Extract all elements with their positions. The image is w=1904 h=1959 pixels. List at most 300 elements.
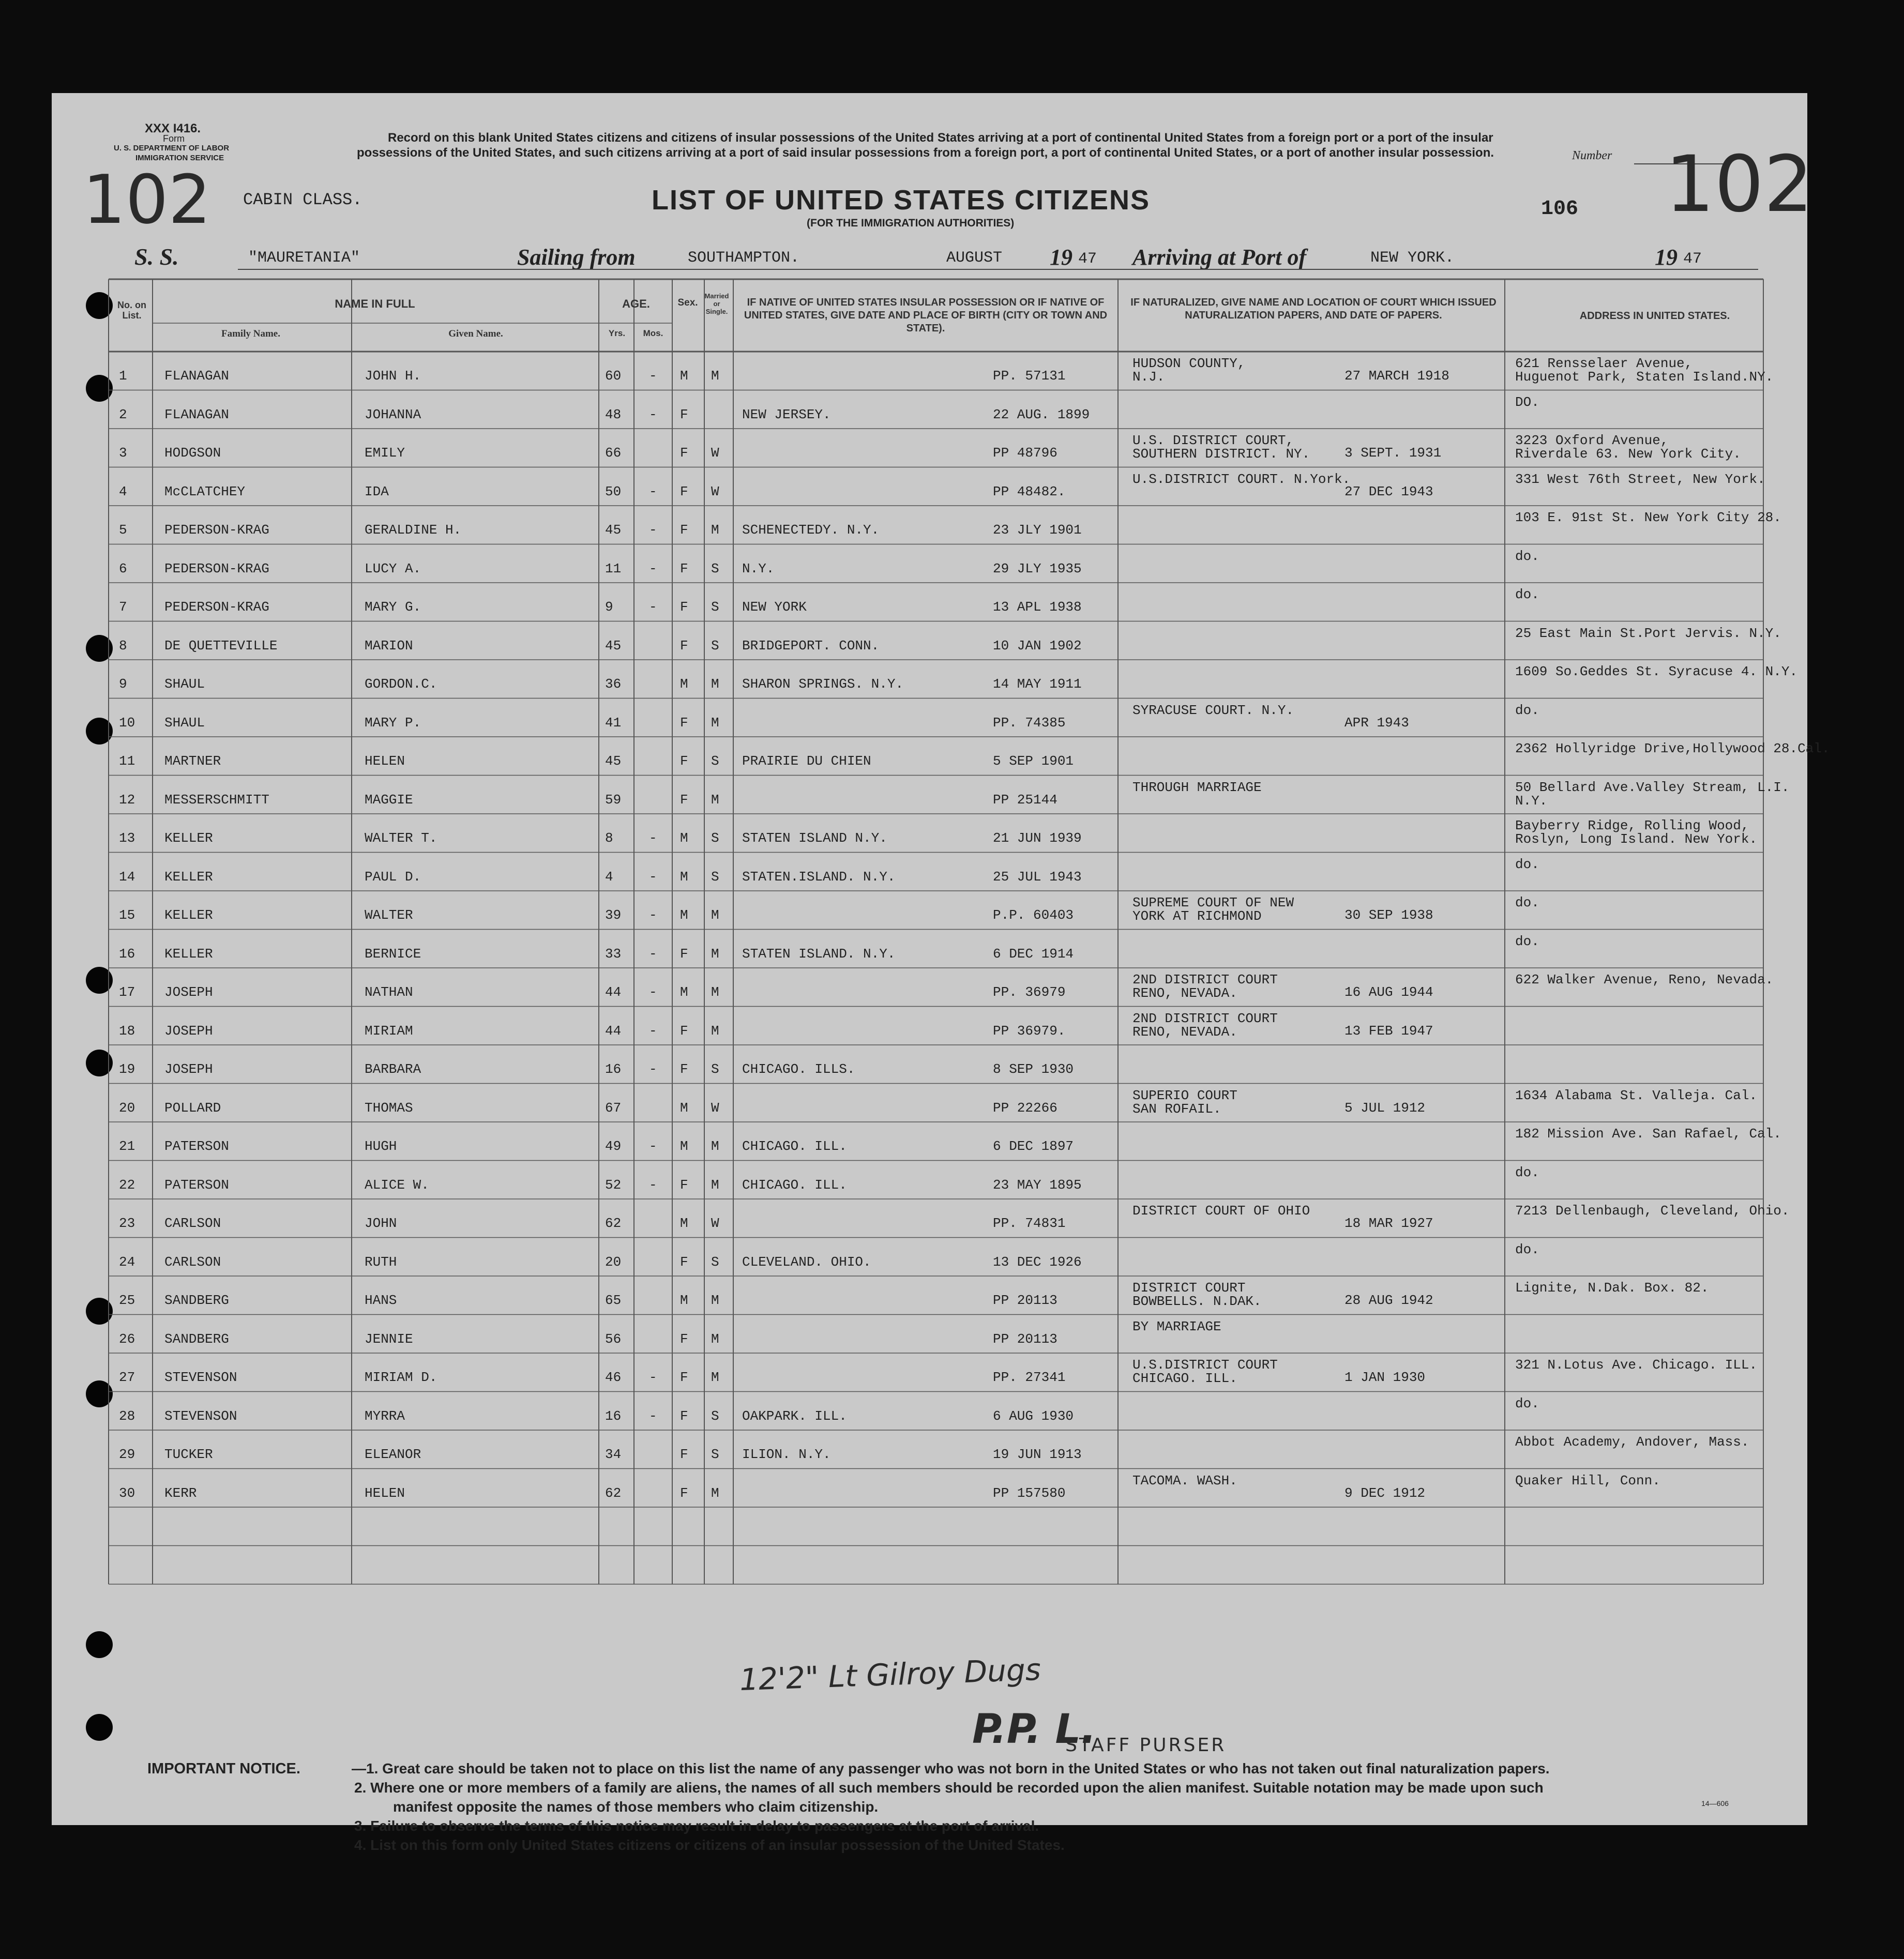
row-number: 16 xyxy=(119,946,135,962)
birth-date: 10 JAN 1902 xyxy=(993,637,1082,654)
age-years: 36 xyxy=(605,676,622,692)
birth-place: CHICAGO. ILL. xyxy=(742,1177,847,1193)
naturalization-date: 13 FEB 1947 xyxy=(1344,1023,1433,1039)
header-address: ADDRESS IN UNITED STATES. xyxy=(1579,310,1730,322)
port-to: NEW YORK. xyxy=(1370,249,1455,267)
address-continued: Roslyn, Long Island. New York. xyxy=(1515,831,1758,847)
given-name: JOHN H. xyxy=(365,368,421,384)
given-name: ALICE W. xyxy=(365,1177,429,1193)
address: do. xyxy=(1515,702,1539,718)
naturalization-court: SUPREME COURT OF NEW xyxy=(1132,895,1294,910)
sex: F xyxy=(680,599,688,615)
family-name: PATERSON xyxy=(164,1177,229,1193)
naturalization-date: 27 MARCH 1918 xyxy=(1344,368,1449,384)
age-months: - xyxy=(649,1408,657,1424)
row-number: 15 xyxy=(119,907,135,923)
sex: F xyxy=(680,792,688,808)
given-name: EMILY xyxy=(365,445,405,461)
age-months: - xyxy=(649,406,657,422)
naturalization-court: HUDSON COUNTY, xyxy=(1132,356,1246,371)
address: 1609 So.Geddes St. Syracuse 4. N.Y. xyxy=(1515,664,1798,679)
age-years: 11 xyxy=(605,560,622,576)
birth-date: 5 SEP 1901 xyxy=(993,753,1074,769)
naturalization-date: 3 SEPT. 1931 xyxy=(1344,445,1442,461)
sex: F xyxy=(680,1408,688,1424)
address: 25 East Main St.Port Jervis. N.Y. xyxy=(1515,625,1781,641)
naturalization-court: 2ND DISTRICT COURT xyxy=(1132,972,1278,988)
sex: F xyxy=(680,1177,688,1193)
naturalization-court: BY MARRIAGE xyxy=(1132,1318,1221,1334)
sex: F xyxy=(680,522,688,538)
row-number: 9 xyxy=(119,676,127,692)
row-number: 3 xyxy=(119,445,127,461)
marital-status: S xyxy=(711,560,719,576)
birth-date: PP 36979. xyxy=(993,1023,1066,1039)
age-years: 52 xyxy=(605,1177,622,1193)
address: 621 Rensselaer Avenue, xyxy=(1515,356,1693,371)
naturalization-date: 9 DEC 1912 xyxy=(1344,1485,1426,1501)
address-continued: Riverdale 63. New York City. xyxy=(1515,446,1741,462)
family-name: STEVENSON xyxy=(164,1408,237,1424)
row-number: 12 xyxy=(119,792,135,808)
birth-place: OAKPARK. ILL. xyxy=(742,1408,847,1424)
row-number: 21 xyxy=(119,1138,135,1154)
notice-title: IMPORTANT NOTICE. xyxy=(147,1760,300,1777)
birth-date: PP. 57131 xyxy=(993,368,1066,384)
family-name: STEVENSON xyxy=(164,1370,237,1385)
address: 321 N.Lotus Ave. Chicago. ILL. xyxy=(1515,1357,1758,1373)
form-label: Form xyxy=(163,133,185,144)
page-subtitle: (FOR THE IMMIGRATION AUTHORITIES) xyxy=(807,217,1015,229)
age-months: - xyxy=(649,984,657,1000)
birth-date: PP 22266 xyxy=(993,1100,1057,1116)
header-name-in-full: NAME IN FULL xyxy=(335,297,415,310)
address: DO. xyxy=(1515,394,1539,410)
address: 182 Mission Ave. San Rafael, Cal. xyxy=(1515,1126,1781,1142)
given-name: WALTER xyxy=(365,907,413,923)
age-years: 60 xyxy=(605,368,622,384)
given-name: MARY G. xyxy=(365,599,421,615)
family-name: CARLSON xyxy=(164,1216,221,1231)
birth-place: STATEN ISLAND N.Y. xyxy=(742,830,887,846)
row-number: 4 xyxy=(119,483,127,499)
naturalization-date: 30 SEP 1938 xyxy=(1344,907,1433,923)
header-age: AGE. xyxy=(622,297,650,310)
given-name: HELEN xyxy=(365,753,405,769)
birth-place: ILION. N.Y. xyxy=(742,1447,831,1462)
birth-date: 6 DEC 1897 xyxy=(993,1138,1074,1154)
naturalization-court: DISTRICT COURT xyxy=(1132,1280,1246,1296)
port-from: SOUTHAMPTON. xyxy=(688,249,800,267)
sex: F xyxy=(680,637,688,654)
age-years: 44 xyxy=(605,984,622,1000)
birth-place: CHICAGO. ILL. xyxy=(742,1138,847,1154)
given-name: MIRIAM xyxy=(365,1023,413,1039)
age-months: - xyxy=(649,946,657,962)
age-years: 4 xyxy=(605,869,613,885)
marital-status: W xyxy=(711,445,719,461)
given-name: NATHAN xyxy=(365,984,413,1000)
age-years: 50 xyxy=(605,483,622,499)
sex: M xyxy=(680,1100,688,1116)
age-years: 67 xyxy=(605,1100,622,1116)
notice-item-1: —1. Great care should be taken not to place on this list the name of any passenger who was not born in the United States or who has not taken out final naturalization papers. xyxy=(352,1760,1550,1776)
marital-status: M xyxy=(711,1138,719,1154)
family-name: FLANAGAN xyxy=(164,368,229,384)
sex: M xyxy=(680,1293,688,1308)
family-name: KELLER xyxy=(164,869,213,885)
naturalization-court: U.S. DISTRICT COURT, xyxy=(1132,433,1294,448)
notice-item-2: 2. Where one or more members of a family are aliens, the names of all such members should be recorded upon the alien manifest. Suitable notation may be made upon such xyxy=(354,1780,1544,1796)
row-number: 25 xyxy=(119,1293,135,1308)
notice-item-2-cont: manifest opposite the names of those members who claim citizenship. xyxy=(393,1799,879,1815)
sex: F xyxy=(680,1485,688,1501)
row-number: 28 xyxy=(119,1408,135,1424)
age-years: 16 xyxy=(605,1061,622,1077)
age-months: - xyxy=(649,483,657,499)
header-birth: IF NATIVE OF UNITED STATES INSULAR POSSESSION OR IF NATIVE OF UNITED STATES, GIVE DATE AND PLACE OF BIRTH (CITY OR TOWN AND STATE). xyxy=(744,297,1108,334)
row-number: 23 xyxy=(119,1216,135,1231)
family-name: KELLER xyxy=(164,907,213,923)
naturalization-date: 1 JAN 1930 xyxy=(1344,1370,1426,1385)
sex: F xyxy=(680,715,688,731)
age-years: 62 xyxy=(605,1485,622,1501)
staff-purser: STAFF PURSER xyxy=(1065,1735,1227,1756)
given-name: ELEANOR xyxy=(365,1447,421,1462)
given-name: HUGH xyxy=(365,1138,397,1154)
given-name: MARION xyxy=(365,637,413,654)
naturalization-court: THROUGH MARRIAGE xyxy=(1132,779,1262,795)
marital-status: M xyxy=(711,984,719,1000)
naturalization-court-location: SOUTHERN DISTRICT. NY. xyxy=(1132,446,1310,462)
header-family-name: Family Name. xyxy=(221,328,280,339)
family-name: TUCKER xyxy=(164,1447,213,1462)
header-yrs: Yrs. xyxy=(608,328,626,338)
marital-status: S xyxy=(711,830,719,846)
birth-place: SCHENECTEDY. N.Y. xyxy=(742,522,880,538)
family-name: MARTNER xyxy=(164,753,221,769)
birth-date: 22 AUG. 1899 xyxy=(993,406,1090,422)
sex: M xyxy=(680,907,688,923)
age-months: - xyxy=(649,368,657,384)
naturalization-court: SYRACUSE COURT. N.Y. xyxy=(1132,702,1294,718)
naturalization-court: SUPERIO COURT xyxy=(1132,1087,1237,1103)
naturalization-date: 27 DEC 1943 xyxy=(1344,483,1433,499)
address: 2362 Hollyridge Drive,Hollywood 28.Cal. xyxy=(1515,741,1830,756)
sailing-year-prefix: 19 xyxy=(1050,245,1072,270)
sex: M xyxy=(680,676,688,692)
row-number: 1 xyxy=(119,368,127,384)
given-name: JOHN xyxy=(365,1216,397,1231)
address: 1634 Alabama St. Valleja. Cal. xyxy=(1515,1087,1758,1103)
address-continued: Huguenot Park, Staten Island.NY. xyxy=(1515,369,1774,385)
birth-place: STATEN.ISLAND. N.Y. xyxy=(742,869,896,885)
naturalization-date: 16 AUG 1944 xyxy=(1344,984,1433,1000)
address: 103 E. 91st St. New York City 28. xyxy=(1515,510,1781,525)
naturalization-date: APR 1943 xyxy=(1344,715,1409,731)
address: Bayberry Ridge, Rolling Wood, xyxy=(1515,818,1749,833)
address: 622 Walker Avenue, Reno, Nevada. xyxy=(1515,972,1774,988)
age-months: - xyxy=(649,1023,657,1039)
sex: M xyxy=(680,869,688,885)
marital-status: S xyxy=(711,1447,719,1462)
row-number: 13 xyxy=(119,830,135,846)
marital-status: M xyxy=(711,1023,719,1039)
number-value: 102 xyxy=(1665,140,1814,230)
sex: F xyxy=(680,560,688,576)
birth-date: PP. 27341 xyxy=(993,1370,1066,1385)
sex: M xyxy=(680,984,688,1000)
age-months: - xyxy=(649,1061,657,1077)
family-name: KELLER xyxy=(164,946,213,962)
naturalization-court-location: BOWBELLS. N.DAK. xyxy=(1132,1294,1262,1309)
age-months: - xyxy=(649,830,657,846)
naturalization-court-location: RENO, NEVADA. xyxy=(1132,985,1237,1001)
service-label: IMMIGRATION SERVICE xyxy=(135,154,224,162)
row-number: 10 xyxy=(119,715,135,731)
marital-status: M xyxy=(711,522,719,538)
marital-status: M xyxy=(711,1370,719,1385)
row-number: 20 xyxy=(119,1100,135,1116)
marital-status: M xyxy=(711,1177,719,1193)
age-years: 48 xyxy=(605,406,622,422)
birth-date: 23 JLY 1901 xyxy=(993,522,1082,538)
table-grid xyxy=(52,93,1807,1825)
sex: F xyxy=(680,1447,688,1462)
birth-date: 23 MAY 1895 xyxy=(993,1177,1082,1193)
birth-date: 29 JLY 1935 xyxy=(993,560,1082,576)
family-name: POLLARD xyxy=(164,1100,221,1116)
marital-status: M xyxy=(711,368,719,384)
naturalization-date: 5 JUL 1912 xyxy=(1344,1100,1426,1116)
sex: M xyxy=(680,1216,688,1231)
age-years: 20 xyxy=(605,1254,622,1270)
family-name: JOSEPH xyxy=(164,1023,213,1039)
row-number: 11 xyxy=(119,753,135,769)
age-years: 59 xyxy=(605,792,622,808)
naturalization-court: TACOMA. WASH. xyxy=(1132,1472,1237,1489)
sex: F xyxy=(680,1023,688,1039)
age-months: - xyxy=(649,1177,657,1193)
stamped-number: 106 xyxy=(1541,198,1579,221)
marital-status: W xyxy=(711,483,719,499)
ship-name: "MAURETANIA" xyxy=(248,249,360,267)
sex: F xyxy=(680,1331,688,1347)
family-name: FLANAGAN xyxy=(164,406,229,422)
header-naturalized: IF NATURALIZED, GIVE NAME AND LOCATION OF COURT WHICH ISSUED NATURALIZATION PAPERS, AND DATE OF PAPERS. xyxy=(1130,297,1497,321)
age-months: - xyxy=(649,869,657,885)
marital-status: M xyxy=(711,1331,719,1347)
age-years: 16 xyxy=(605,1408,622,1424)
left-handwritten-number: 102 xyxy=(83,160,211,239)
birth-place: CHICAGO. ILLS. xyxy=(742,1061,855,1077)
birth-date: P.P. 60403 xyxy=(993,907,1074,923)
address: Abbot Academy, Andover, Mass. xyxy=(1515,1434,1749,1450)
birth-date: 13 APL 1938 xyxy=(993,599,1082,615)
family-name: SANDBERG xyxy=(164,1293,229,1308)
address: do. xyxy=(1515,933,1539,949)
age-years: 9 xyxy=(605,599,613,615)
row-number: 29 xyxy=(119,1447,135,1462)
birth-place: SHARON SPRINGS. N.Y. xyxy=(742,676,904,692)
birth-date: 25 JUL 1943 xyxy=(993,869,1082,885)
marital-status: M xyxy=(711,907,719,923)
marital-status: S xyxy=(711,599,719,615)
row-number: 24 xyxy=(119,1254,135,1270)
marital-status: M xyxy=(711,1485,719,1501)
given-name: MIRIAM D. xyxy=(365,1370,437,1385)
family-name: SANDBERG xyxy=(164,1331,229,1347)
birth-date: 13 DEC 1926 xyxy=(993,1254,1082,1270)
row-number: 18 xyxy=(119,1023,135,1039)
marital-status: M xyxy=(711,715,719,731)
form-code: 14—606 xyxy=(1701,1799,1729,1808)
marital-status: W xyxy=(711,1216,719,1231)
family-name: MESSERSCHMITT xyxy=(164,792,269,808)
age-years: 56 xyxy=(605,1331,622,1347)
marital-status: M xyxy=(711,946,719,962)
age-years: 41 xyxy=(605,715,622,731)
sex: M xyxy=(680,368,688,384)
given-name: PAUL D. xyxy=(365,869,421,885)
address: do. xyxy=(1515,548,1539,564)
marital-status: S xyxy=(711,869,719,885)
header-sex: Sex. xyxy=(677,297,698,308)
header-no: No. on List. xyxy=(117,300,146,321)
naturalization-court: DISTRICT COURT OF OHIO xyxy=(1132,1203,1310,1219)
birth-place: CLEVELAND. OHIO. xyxy=(742,1254,871,1270)
given-name: MARY P. xyxy=(365,715,421,731)
address: do. xyxy=(1515,587,1539,602)
address: Quaker Hill, Conn. xyxy=(1515,1472,1660,1489)
row-number: 2 xyxy=(119,406,127,422)
instructions-text: Record on this blank United States citizens and citizens of insular possessions of the United States arriving at a port of continental United States from a foreign port or a port of the insular possessions of the United States, and such citizens arriving at a port of said insular possessions from a foreign port, a port of continental United States, or a port of another insular possession. xyxy=(357,131,1494,160)
sex: F xyxy=(680,406,688,422)
sailing-month: AUGUST xyxy=(946,249,1003,267)
age-years: 66 xyxy=(605,445,622,461)
notice-item-3: 3. Failure to observe the terms of this notice may result in delay to passengers at the port of arrival. xyxy=(354,1818,1039,1834)
age-months: - xyxy=(649,907,657,923)
marital-status: S xyxy=(711,1254,719,1270)
age-years: 33 xyxy=(605,946,622,962)
page-title: LIST OF UNITED STATES CITIZENS xyxy=(652,185,1150,216)
row-number: 26 xyxy=(119,1331,135,1347)
age-years: 34 xyxy=(605,1447,622,1462)
given-name: HELEN xyxy=(365,1485,405,1501)
given-name: BARBARA xyxy=(365,1061,421,1077)
row-number: 27 xyxy=(119,1370,135,1385)
address: 3223 Oxford Avenue, xyxy=(1515,433,1669,448)
naturalization-court: U.S.DISTRICT COURT. N.York. xyxy=(1132,471,1351,487)
birth-date: PP 20113 xyxy=(993,1331,1057,1347)
birth-date: PP 157580 xyxy=(993,1485,1066,1501)
naturalization-date: 18 MAR 1927 xyxy=(1344,1216,1433,1231)
row-number: 17 xyxy=(119,984,135,1000)
given-name: JOHANNA xyxy=(365,406,421,422)
marital-status: S xyxy=(711,1061,719,1077)
address: 331 West 76th Street, New York. xyxy=(1515,471,1765,487)
sex: F xyxy=(680,753,688,769)
marital-status: S xyxy=(711,1408,719,1424)
naturalization-date: 28 AUG 1942 xyxy=(1344,1293,1433,1308)
birth-date: PP. 74385 xyxy=(993,715,1066,731)
marital-status: M xyxy=(711,792,719,808)
age-years: 46 xyxy=(605,1370,622,1385)
sex: F xyxy=(680,1370,688,1385)
arriving-label: Arriving at Port of xyxy=(1132,245,1307,270)
address: do. xyxy=(1515,856,1539,872)
age-months: - xyxy=(649,560,657,576)
marital-status: S xyxy=(711,753,719,769)
family-name: KERR xyxy=(164,1485,197,1501)
form-number: XXX I416. xyxy=(145,122,201,135)
marital-status: S xyxy=(711,637,719,654)
birth-date: PP. 36979 xyxy=(993,984,1066,1000)
ss-label: S. S. xyxy=(134,244,179,270)
age-years: 45 xyxy=(605,753,622,769)
marital-status: W xyxy=(711,1100,719,1116)
birth-date: 6 AUG 1930 xyxy=(993,1408,1074,1424)
family-name: HODGSON xyxy=(164,445,221,461)
birth-date: PP 25144 xyxy=(993,792,1057,808)
family-name: KELLER xyxy=(164,830,213,846)
given-name: GORDON.C. xyxy=(365,676,437,692)
naturalization-court-location: SAN ROFAIL. xyxy=(1132,1101,1221,1117)
age-years: 8 xyxy=(605,830,613,846)
naturalization-court-location: CHICAGO. ILL. xyxy=(1132,1371,1237,1386)
age-months: - xyxy=(649,599,657,615)
sex: F xyxy=(680,946,688,962)
age-months: - xyxy=(649,522,657,538)
row-number: 30 xyxy=(119,1485,135,1501)
row-number: 6 xyxy=(119,560,127,576)
family-name: DE QUETTEVILLE xyxy=(164,637,278,654)
address: 50 Bellard Ave.Valley Stream, L.I. xyxy=(1515,779,1790,795)
handwritten-note: 12'2" Lt Gilroy Dugs xyxy=(738,1651,1041,1698)
row-number: 5 xyxy=(119,522,127,538)
sex: M xyxy=(680,830,688,846)
sailing-year-suffix: 47 xyxy=(1078,250,1097,268)
address: Lignite, N.Dak. Box. 82. xyxy=(1515,1280,1709,1296)
birth-place: BRIDGEPORT. CONN. xyxy=(742,637,880,654)
sex: M xyxy=(680,1138,688,1154)
age-years: 62 xyxy=(605,1216,622,1231)
notice-item-4: 4. List on this form only United States citizens or citizens of an insular possession of the United States. xyxy=(354,1837,1065,1853)
manifest-sheet xyxy=(52,93,1830,1853)
age-years: 39 xyxy=(605,907,622,923)
cabin-class: CABIN CLASS. xyxy=(243,190,362,209)
address-continued: N.Y. xyxy=(1515,793,1548,809)
age-years: 45 xyxy=(605,637,622,654)
row-number: 22 xyxy=(119,1177,135,1193)
age-years: 49 xyxy=(605,1138,622,1154)
row-number: 8 xyxy=(119,637,127,654)
given-name: MYRRA xyxy=(365,1408,405,1424)
family-name: CARLSON xyxy=(164,1254,221,1270)
family-name: McCLATCHEY xyxy=(164,483,246,499)
birth-place: NEW JERSEY. xyxy=(742,406,831,422)
birth-date: PP. 74831 xyxy=(993,1216,1066,1231)
birth-date: 19 JUN 1913 xyxy=(993,1447,1082,1462)
age-years: 45 xyxy=(605,522,622,538)
given-name: BERNICE xyxy=(365,946,421,962)
purser-signature: P.P. L. xyxy=(972,1706,1096,1753)
age-years: 65 xyxy=(605,1293,622,1308)
family-name: PEDERSON-KRAG xyxy=(164,560,269,576)
given-name: RUTH xyxy=(365,1254,397,1270)
number-label: Number xyxy=(1572,149,1612,162)
birth-place: N.Y. xyxy=(742,560,775,576)
